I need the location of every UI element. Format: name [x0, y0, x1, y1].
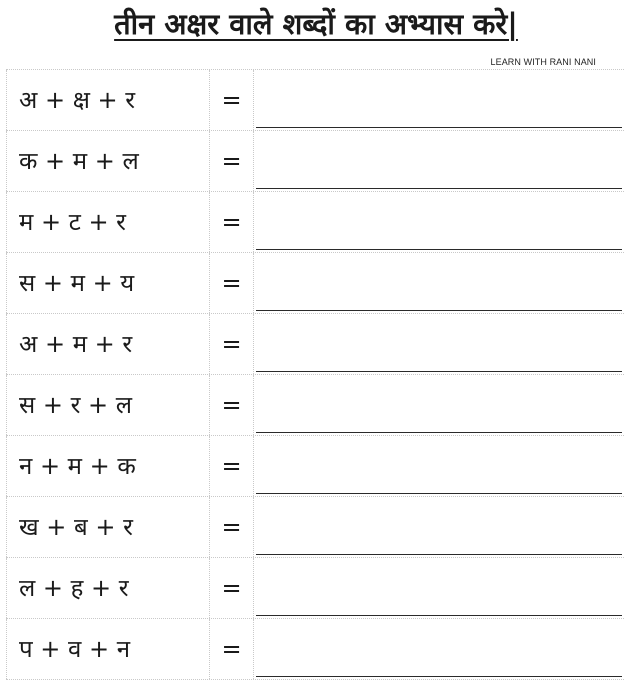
- exercise-row: [6, 69, 624, 131]
- letter-expression: स + र + ल: [6, 375, 210, 435]
- answer-line: [256, 615, 622, 616]
- letter-expression: ख + ब + र: [6, 497, 210, 557]
- letter-expression: अ + क्ष + र: [6, 70, 210, 130]
- equals-sign: =: [210, 314, 254, 374]
- equals-sign: =: [210, 619, 254, 679]
- answer-line: [256, 432, 622, 433]
- letter-expression: म + ट + र: [6, 192, 210, 252]
- letter-expression: ल + ह + र: [6, 558, 210, 618]
- answer-line: [256, 310, 622, 311]
- equals-sign: =: [210, 375, 254, 435]
- equals-sign: =: [210, 70, 254, 130]
- answer-line: [256, 676, 622, 677]
- worksheet-title: [0, 4, 632, 44]
- equals-sign: =: [210, 436, 254, 496]
- letter-expression: प + व + न: [6, 619, 210, 679]
- equals-sign: =: [210, 558, 254, 618]
- equals-sign: =: [210, 131, 254, 191]
- exercise-row: [6, 436, 624, 497]
- letter-expression: स + म + य: [6, 253, 210, 313]
- exercise-row: [6, 497, 624, 558]
- credit-label: LEARN WITH RANI NANI: [490, 57, 596, 67]
- exercise-row: [6, 619, 624, 680]
- worksheet-title-text: तीन अक्षर वाले शब्दों का अभ्यास करे|: [114, 7, 518, 41]
- equals-sign: =: [210, 253, 254, 313]
- letter-expression: क + म + ल: [6, 131, 210, 191]
- exercise-row: [6, 375, 624, 436]
- answer-line: [256, 493, 622, 494]
- exercise-row: [6, 314, 624, 375]
- exercise-grid: [6, 69, 624, 680]
- exercise-row: [6, 558, 624, 619]
- answer-line: [256, 249, 622, 250]
- equals-sign: =: [210, 497, 254, 557]
- equals-sign: =: [210, 192, 254, 252]
- answer-line: [256, 188, 622, 189]
- letter-expression: अ + म + र: [6, 314, 210, 374]
- exercise-row: [6, 192, 624, 253]
- exercise-row: [6, 253, 624, 314]
- letter-expression: न + म + क: [6, 436, 210, 496]
- answer-line: [256, 127, 622, 128]
- answer-line: [256, 371, 622, 372]
- answer-line: [256, 554, 622, 555]
- exercise-row: [6, 131, 624, 192]
